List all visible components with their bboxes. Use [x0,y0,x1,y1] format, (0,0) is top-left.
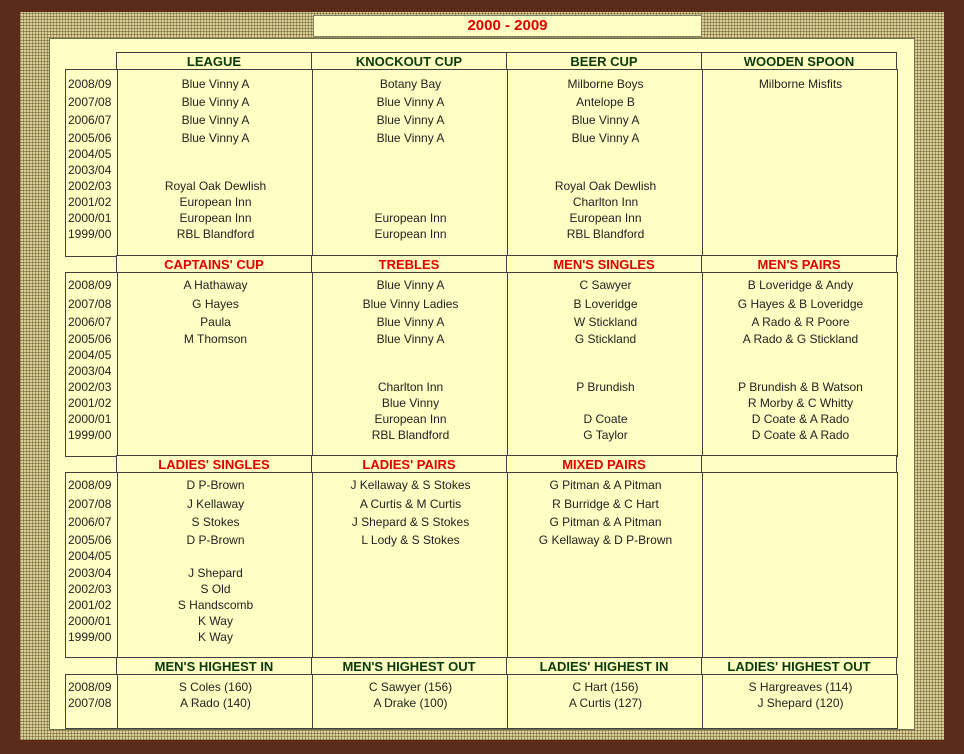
winner-cell: Botany Bay [379,77,442,91]
table-row [66,210,899,226]
table-row [66,178,899,194]
table-body [65,472,898,658]
table-row [66,679,899,695]
table-row [66,296,899,312]
winner-cell: S Old [200,582,231,596]
winner-cell: A Curtis (127) [568,696,643,710]
table-row [66,411,899,427]
table-row [66,613,899,629]
column-header: MIXED PAIRS [507,455,702,473]
winner-cell: Blue Vinny Ladies [362,297,459,311]
column-header: TREBLES [312,255,507,273]
table-section [65,52,898,258]
column-header: LADIES' HIGHEST IN [507,657,702,675]
winner-cell: B Loveridge & Andy [747,278,854,292]
winner-cell: G Kellaway & D P-Brown [538,533,673,547]
winner-cell: C Hart (156) [572,680,639,694]
winner-cell: K Way [198,630,233,644]
table-row [66,194,899,210]
season-label: 2007/08 [68,696,112,710]
table-section [65,657,898,730]
season-label: 2000/01 [68,211,112,225]
winner-cell: K Way [198,614,233,628]
winner-cell: G Pitman & A Pitman [549,478,662,492]
column-header: LADIES' HIGHEST OUT [702,657,897,675]
winner-cell: Blue Vinny A [376,95,445,109]
winner-cell: Milborne Boys [567,77,644,91]
winner-cell: Blue Vinny A [376,315,445,329]
winner-cell: A Drake (100) [373,696,448,710]
winner-cell: Blue Vinny A [181,131,250,145]
season-label: 2001/02 [68,396,112,410]
winner-cell: A Rado & G Stickland [742,332,859,346]
table-row [66,226,899,242]
winner-cell: R Burridge & C Hart [552,497,659,511]
winner-cell: Blue Vinny A [376,278,445,292]
winner-cell: D Coate & A Rado [751,428,850,442]
table-row [66,597,899,613]
winner-cell: European Inn [179,211,252,225]
table-row [66,94,899,110]
table-row [66,130,899,146]
winner-cell: S Handscomb [177,598,254,612]
winner-cell: G Taylor [583,428,628,442]
winner-cell: Blue Vinny A [571,113,640,127]
table-row [66,379,899,395]
season-label: 2002/03 [68,582,112,596]
winner-cell: P Brundish & B Watson [738,380,863,394]
season-label: 2000/01 [68,614,112,628]
winner-cell: A Hathaway [183,278,248,292]
season-label: 2008/09 [68,278,112,292]
season-label: 2001/02 [68,598,112,612]
winner-cell: S Stokes [191,515,240,529]
season-label: 2004/05 [68,549,112,563]
winner-cell: D P-Brown [186,533,245,547]
winner-cell: G Hayes & B Loveridge [737,297,864,311]
winner-cell: Royal Oak Dewlish [554,179,657,193]
winner-cell: Blue Vinny A [376,113,445,127]
column-header: LEAGUE [116,52,312,70]
season-label: 2006/07 [68,113,112,127]
winner-cell: A Rado (140) [180,696,251,710]
season-label: 2003/04 [68,364,112,378]
season-label: 2002/03 [68,380,112,394]
season-label: 2007/08 [68,95,112,109]
winner-cell: J Shepard [188,566,243,580]
winner-cell: Blue Vinny A [181,77,250,91]
season-label: 2005/06 [68,131,112,145]
season-label: 1999/00 [68,428,112,442]
winner-cell: Blue Vinny A [376,332,445,346]
table-row [66,565,899,581]
table-row [66,347,899,363]
page-title: 2000 - 2009 [313,15,702,37]
winner-cell: C Sawyer (156) [368,680,453,694]
winner-cell: G Hayes [192,297,239,311]
table-body [65,674,898,729]
column-header: MEN'S SINGLES [507,255,702,273]
season-label: 2004/05 [68,348,112,362]
winner-cell: L Lody & S Stokes [361,533,460,547]
table-body [65,272,898,457]
season-label: 2008/09 [68,77,112,91]
table-row [66,629,899,645]
winner-cell: D P-Brown [186,478,245,492]
table-row [66,363,899,379]
column-header: WOODEN SPOON [702,52,897,70]
winner-cell: European Inn [374,211,447,225]
table-row [66,427,899,443]
table-row [66,548,899,564]
table-row [66,496,899,512]
table-row [66,581,899,597]
table-row [66,514,899,530]
winner-cell: European Inn [179,195,252,209]
winner-cell: RBL Blandford [566,227,645,241]
table-row [66,532,899,548]
season-label: 2007/08 [68,297,112,311]
season-label: 2000/01 [68,412,112,426]
winner-cell: W Stickland [573,315,638,329]
column-header: MEN'S PAIRS [702,255,897,273]
winner-cell: R Morby & C Whitty [747,396,854,410]
winner-cell: M Thomson [183,332,248,346]
winner-cell: Royal Oak Dewlish [164,179,267,193]
table-section [65,455,898,659]
column-header: KNOCKOUT CUP [312,52,507,70]
winner-cell: S Coles (160) [178,680,253,694]
season-label: 1999/00 [68,227,112,241]
season-label: 2008/09 [68,478,112,492]
winner-cell: Milborne Misfits [758,77,843,91]
winner-cell: A Curtis & M Curtis [359,497,462,511]
winner-cell: A Rado & R Poore [751,315,850,329]
season-label: 2001/02 [68,195,112,209]
winner-cell: Charlton Inn [572,195,639,209]
winner-cell: Blue Vinny A [376,131,445,145]
winner-cell: RBL Blandford [176,227,255,241]
table-body [65,69,898,257]
season-label: 2002/03 [68,179,112,193]
season-label: 2006/07 [68,515,112,529]
table-row [66,277,899,293]
column-header [702,455,897,473]
season-label: 2005/06 [68,332,112,346]
season-label: 2003/04 [68,566,112,580]
winner-cell: Blue Vinny [381,396,440,410]
column-header: LADIES' PAIRS [312,455,507,473]
winner-cell: European Inn [374,227,447,241]
winner-cell: B Loveridge [573,297,638,311]
winner-cell: D Coate [583,412,628,426]
winner-cell: Blue Vinny A [571,131,640,145]
table-row [66,112,899,128]
season-label: 2006/07 [68,315,112,329]
season-label: 2003/04 [68,163,112,177]
season-label: 1999/00 [68,630,112,644]
table-row [66,76,899,92]
season-label: 2004/05 [68,147,112,161]
winner-cell: Antelope B [576,95,635,109]
season-label: 2005/06 [68,533,112,547]
winner-cell: Paula [200,315,231,329]
winner-cell: Charlton Inn [377,380,444,394]
column-header: MEN'S HIGHEST OUT [312,657,507,675]
winner-cell: RBL Blandford [371,428,450,442]
winner-cell: G Stickland [574,332,637,346]
winner-cell: J Shepard & S Stokes [351,515,470,529]
column-header: CAPTAINS' CUP [116,255,312,273]
season-label: 2007/08 [68,497,112,511]
table-row [66,331,899,347]
season-label: 2008/09 [68,680,112,694]
table-row [66,395,899,411]
winner-cell: Blue Vinny A [181,95,250,109]
winner-cell: G Pitman & A Pitman [549,515,662,529]
column-header: BEER CUP [507,52,702,70]
winner-cell: J Kellaway [186,497,245,511]
winner-cell: D Coate & A Rado [751,412,850,426]
winner-cell: European Inn [374,412,447,426]
table-row [66,146,899,162]
table-row [66,695,899,711]
winner-cell: Blue Vinny A [181,113,250,127]
winner-cell: P Brundish [576,380,635,394]
winner-cell: C Sawyer [579,278,632,292]
winner-cell: J Shepard (120) [757,696,844,710]
winner-cell: European Inn [569,211,642,225]
table-row [66,162,899,178]
table-row [66,314,899,330]
table-section [65,255,898,458]
winner-cell: J Kellaway & S Stokes [350,478,471,492]
column-header: LADIES' SINGLES [116,455,312,473]
winner-cell: S Hargreaves (114) [748,680,853,694]
column-header: MEN'S HIGHEST IN [116,657,312,675]
table-row [66,477,899,493]
